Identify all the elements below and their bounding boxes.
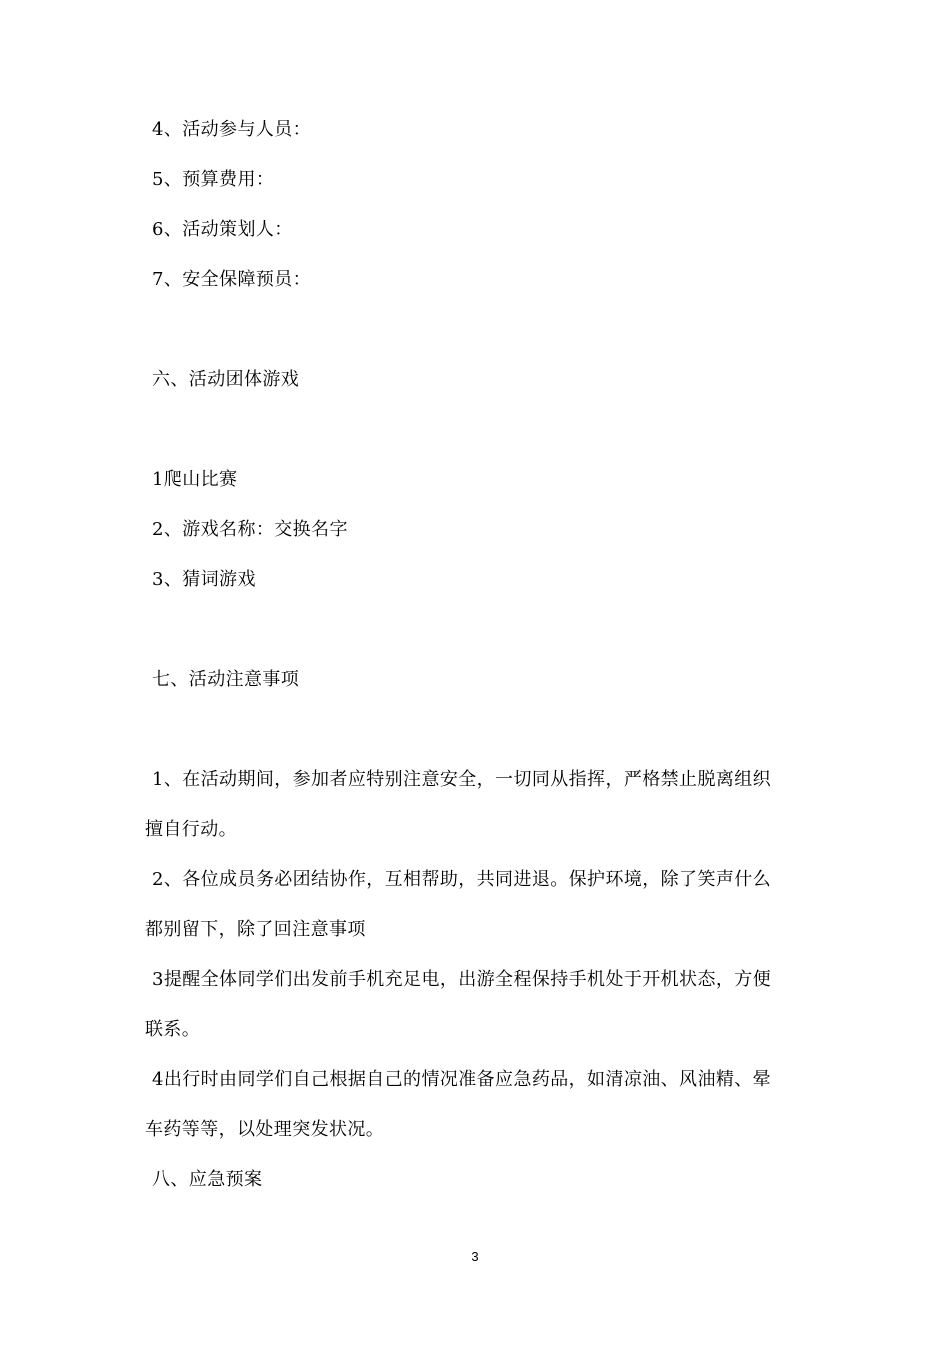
note-1-line-2: 擅自行动。 <box>145 819 237 840</box>
item-budget: 5、预算费用： <box>152 169 275 190</box>
note-4-line-1: 4出行时由同学们自己根据自己的情况准备应急药品，如清凉油、风油精、晕 <box>152 1069 772 1090</box>
game-item-3: 3、猜词游戏 <box>152 569 256 590</box>
item-planner: 6、活动策划人： <box>152 219 293 240</box>
section-heading-group-games: 六、活动团体游戏 <box>152 369 300 390</box>
note-3-line-1: 3提醒全体同学们出发前手机充足电，出游全程保持手机处于开机状态，方便 <box>152 969 772 990</box>
note-2-line-1: 2、各位成员务必团结协作，互相帮助，共同进退。保护环境，除了笑声什么 <box>152 869 772 890</box>
note-1-line-1: 1、在活动期间，参加者应特别注意安全，一切同从指挥，严格禁止脱离组织 <box>152 769 772 790</box>
item-participants: 4、活动参与人员： <box>152 119 312 140</box>
page-number: 3 <box>471 1249 479 1264</box>
note-4-line-2: 车药等等，以处理突发状况。 <box>145 1119 385 1140</box>
game-item-2: 2、游戏名称：交换名字 <box>152 519 348 540</box>
game-item-1: 1爬山比赛 <box>152 469 238 490</box>
note-2-line-2: 都别留下，除了回注意事项 <box>145 919 366 940</box>
section-heading-emergency-plan: 八、应急预案 <box>152 1169 263 1190</box>
item-safety: 7、安全保障预员： <box>152 269 312 290</box>
section-heading-notes: 七、活动注意事项 <box>152 669 300 690</box>
note-3-line-2: 联系。 <box>145 1019 201 1040</box>
